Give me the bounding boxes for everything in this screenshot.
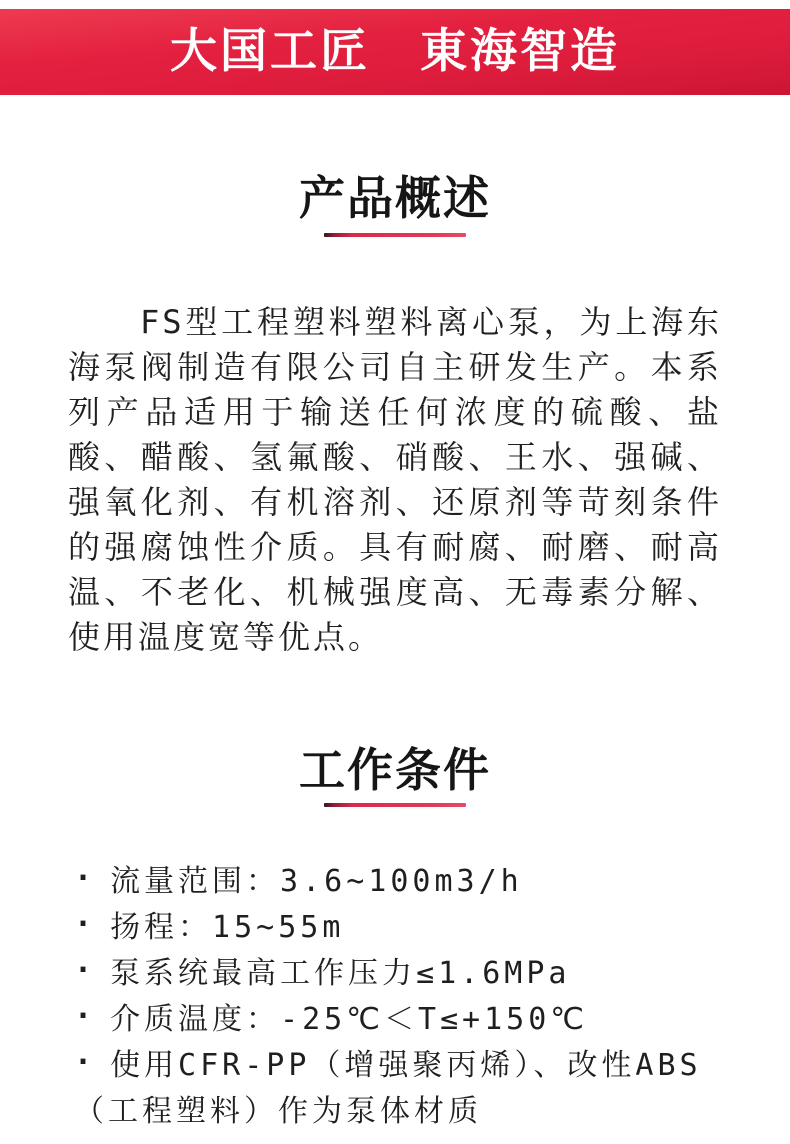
overview-section-title: 产品概述 xyxy=(299,172,491,224)
bullet-icon: · xyxy=(74,999,97,1034)
list-item-head xyxy=(74,905,724,951)
bullet-icon: · xyxy=(74,907,97,942)
list-item-max-pressure xyxy=(74,951,724,997)
banner-title: 大国工匠 東海智造 xyxy=(170,23,620,77)
bullet-icon: · xyxy=(74,953,97,988)
overview-section xyxy=(0,173,790,660)
list-item-text: 扬程：15~55m xyxy=(110,910,345,945)
list-item-text: 泵系统最高工作压力≤1.6MPa xyxy=(110,956,571,991)
list-item-pump-material xyxy=(74,1043,724,1135)
list-item-medium-temperature xyxy=(74,997,724,1043)
conditions-list xyxy=(74,859,724,1135)
overview-title-underline xyxy=(324,233,466,237)
list-item-text: 使用CFR-PP（增强聚丙烯）、改性ABS（工程塑料）作为泵体材质 xyxy=(74,1048,702,1129)
bullet-icon: · xyxy=(74,1045,97,1080)
top-divider-line xyxy=(0,0,790,2)
list-item-text: 介质温度：-25℃＜T≤+150℃ xyxy=(110,1002,588,1037)
brand-banner xyxy=(0,9,790,95)
conditions-section-title: 工作条件 xyxy=(299,744,491,796)
list-item-text: 流量范围：3.6~100m3/h xyxy=(110,864,523,899)
conditions-section xyxy=(0,745,790,1135)
conditions-title-underline xyxy=(324,803,466,807)
list-item-flow-range xyxy=(74,859,724,905)
bullet-icon: · xyxy=(74,861,97,896)
overview-paragraph: FS型工程塑料塑料离心泵，为上海东海泵阀制造有限公司自主研发生产。本系列产品适用于输送任何浓度的硫酸、盐酸、醋酸、氢氟酸、硝酸、王水、强碱、强氧化剂、有机溶剂、还原剂等苛刻条件的强腐蚀性介质。具有耐腐、耐磨、耐高温、不老化、机械强度高、无毒素分解、使用温度宽等优点。 xyxy=(68,303,722,656)
